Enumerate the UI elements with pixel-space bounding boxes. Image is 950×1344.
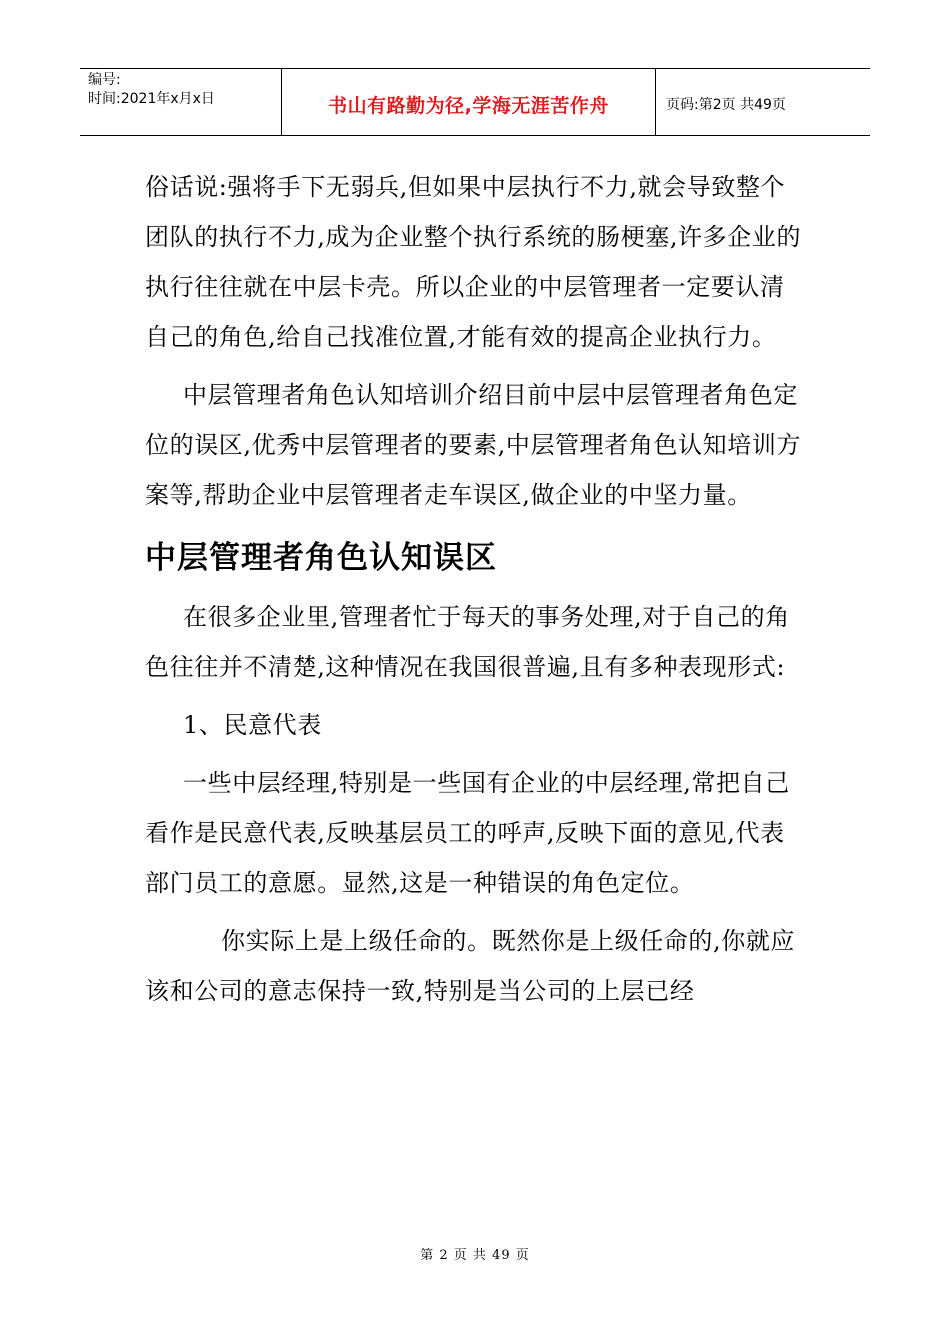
motto-text: 书山有路勤为径,学海无涯苦作舟: [328, 94, 609, 117]
number-label: 编号:: [88, 72, 121, 88]
time-label: 时间:2021年x月x日: [88, 91, 215, 107]
paragraph-overview: 中层管理者角色认知培训介绍目前中层中层管理者角色定位的误区,优秀中层管理者的要素,中层管理者角色认知培训方案等,帮助企业中层管理者走车误区,做企业的中坚力量。: [145, 381, 802, 509]
header-motto-cell: [282, 69, 656, 135]
paragraph-appointment: 你实际上是上级任命的。既然你是上级任命的,你就应该和公司的意志保持一致,特别是当公司的上层已经: [145, 927, 796, 1005]
document-body: [145, 162, 805, 1016]
paragraph-representative: 一些中层经理,特别是一些国有企业的中层经理,常把自己看作是民意代表,反映基层员工的呼声,反映下面的意见,代表部门员工的意愿。显然,这是一种错误的角色定位。: [145, 769, 790, 897]
paragraph-intro: 俗话说:强将手下无弱兵,但如果中层执行不力,就会导致整个团队的执行不力,成为企业整个执行系统的肠梗塞,许多企业的执行往往就在中层卡壳。所以企业的中层管理者一定要认清自己的角色,给自己找准位置,才能有效的提高企业执行力。: [145, 173, 802, 351]
page-label: 页码:第2页 共49页: [666, 97, 786, 113]
header-page-cell: [656, 69, 870, 135]
paragraph-misconceptions: 在很多企业里,管理者忙于每天的事务处理,对于自己的角色往往并不清楚,这种情况在我国很普遍,且有多种表现形式:: [145, 603, 790, 681]
header-meta-cell: [80, 69, 282, 135]
page-footer: 第 2 页 共 49 页: [420, 1248, 530, 1263]
page-header: [80, 68, 870, 136]
list-item-title: 1、民意代表: [183, 711, 322, 739]
section-heading: 中层管理者角色认知误区: [145, 540, 497, 576]
